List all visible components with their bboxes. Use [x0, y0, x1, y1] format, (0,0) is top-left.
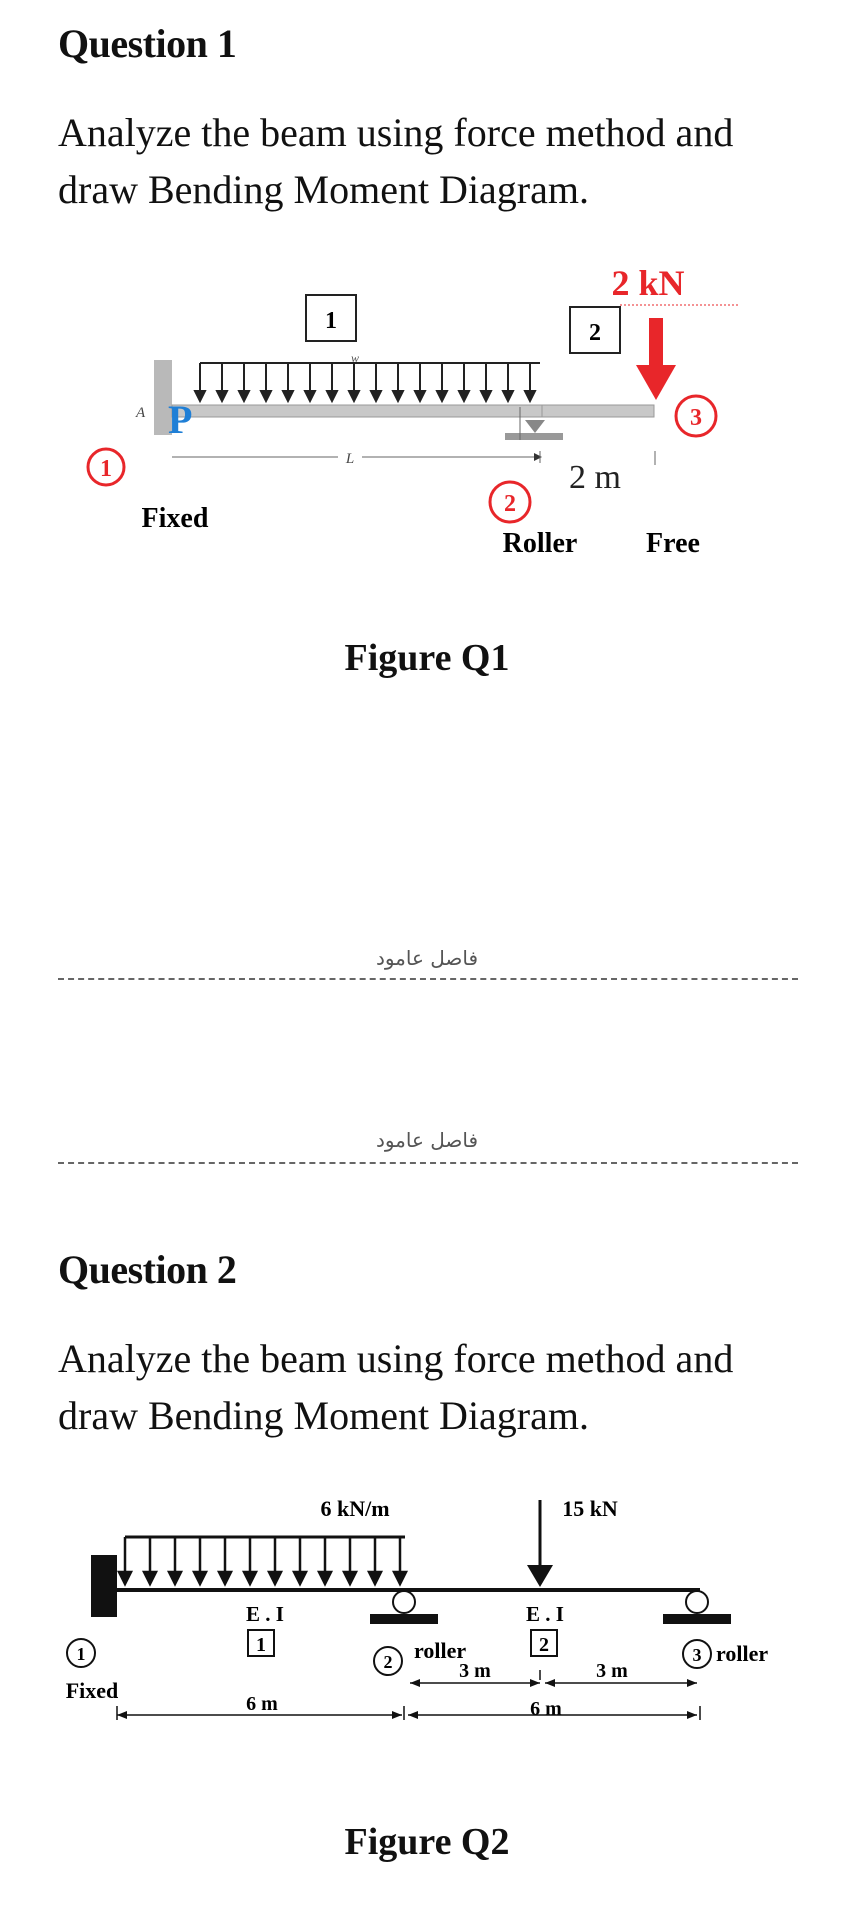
figure-q1-caption: Figure Q1 — [344, 637, 510, 679]
l-label: L — [345, 451, 355, 467]
roller2-label: roller — [414, 1638, 467, 1663]
column-separator-1 — [58, 978, 798, 980]
p-label: P — [168, 397, 193, 442]
point-load-arrow-shaft — [649, 318, 663, 370]
member2-label: 2 — [589, 320, 601, 346]
member2-label-q2: 2 — [539, 1634, 549, 1656]
ei-label-2: E . I — [526, 1602, 564, 1626]
fixed-wall-q2 — [91, 1555, 117, 1617]
node2-label: 2 — [504, 491, 516, 517]
column-separator-2 — [58, 1162, 798, 1164]
figure-q2 — [0, 1480, 854, 1750]
question2-text: Analyze the beam using force method and draw Bending Moment Diagram. — [58, 1336, 734, 1438]
span2-label: 2 m — [569, 459, 621, 496]
roller-support-2 — [393, 1591, 415, 1613]
load-label: 2 kN — [611, 263, 685, 303]
member1-label: 1 — [325, 308, 337, 334]
point-load-arrow-head — [636, 365, 676, 400]
point-load-label: 15 kN — [562, 1496, 618, 1521]
column-separator-label-2: فاصل عامود — [375, 1128, 479, 1152]
figure-q1 — [0, 255, 854, 575]
question1-heading: Question 1 — [58, 21, 237, 66]
roller-support-q1 — [525, 420, 545, 433]
roller3-label: roller — [716, 1641, 769, 1666]
node3-label: 3 — [690, 405, 702, 431]
dim-3m-b: 3 m — [596, 1660, 628, 1682]
free-label: Free — [646, 528, 700, 559]
node1-label-q2: 1 — [76, 1644, 86, 1664]
roller-label: Roller — [502, 528, 578, 559]
dim-3m-a: 3 m — [459, 1660, 491, 1682]
node1-label: 1 — [100, 456, 112, 482]
udl-label: 6 kN/m — [320, 1496, 390, 1521]
beam-segment-1 — [172, 405, 542, 417]
udl-arrows — [195, 363, 535, 401]
point-load-head-q2 — [527, 1565, 553, 1587]
fixed-label-q2: Fixed — [65, 1678, 119, 1703]
question1-text: Analyze the beam using force method and draw Bending Moment Diagram. — [58, 110, 734, 212]
udl-arrows-q2 — [119, 1537, 406, 1584]
w-label: w — [350, 351, 360, 365]
node3-label-q2: 3 — [692, 1645, 702, 1665]
node2-label-q2: 2 — [383, 1652, 393, 1672]
roller-support-3 — [686, 1591, 708, 1613]
dim-6m-a: 6 m — [246, 1693, 278, 1715]
member1-label-q2: 1 — [256, 1634, 266, 1656]
a-label: A — [136, 405, 146, 421]
ei-label-1: E . I — [246, 1602, 284, 1626]
figure-q2-caption: Figure Q2 — [344, 1821, 510, 1863]
question2-heading: Question 2 — [58, 1247, 237, 1292]
dim-6m-b: 6 m — [530, 1698, 562, 1720]
beam-segment-2 — [542, 405, 654, 417]
fixed-label: Fixed — [141, 503, 209, 534]
column-separator-label-1: فاصل عامود — [375, 946, 479, 970]
